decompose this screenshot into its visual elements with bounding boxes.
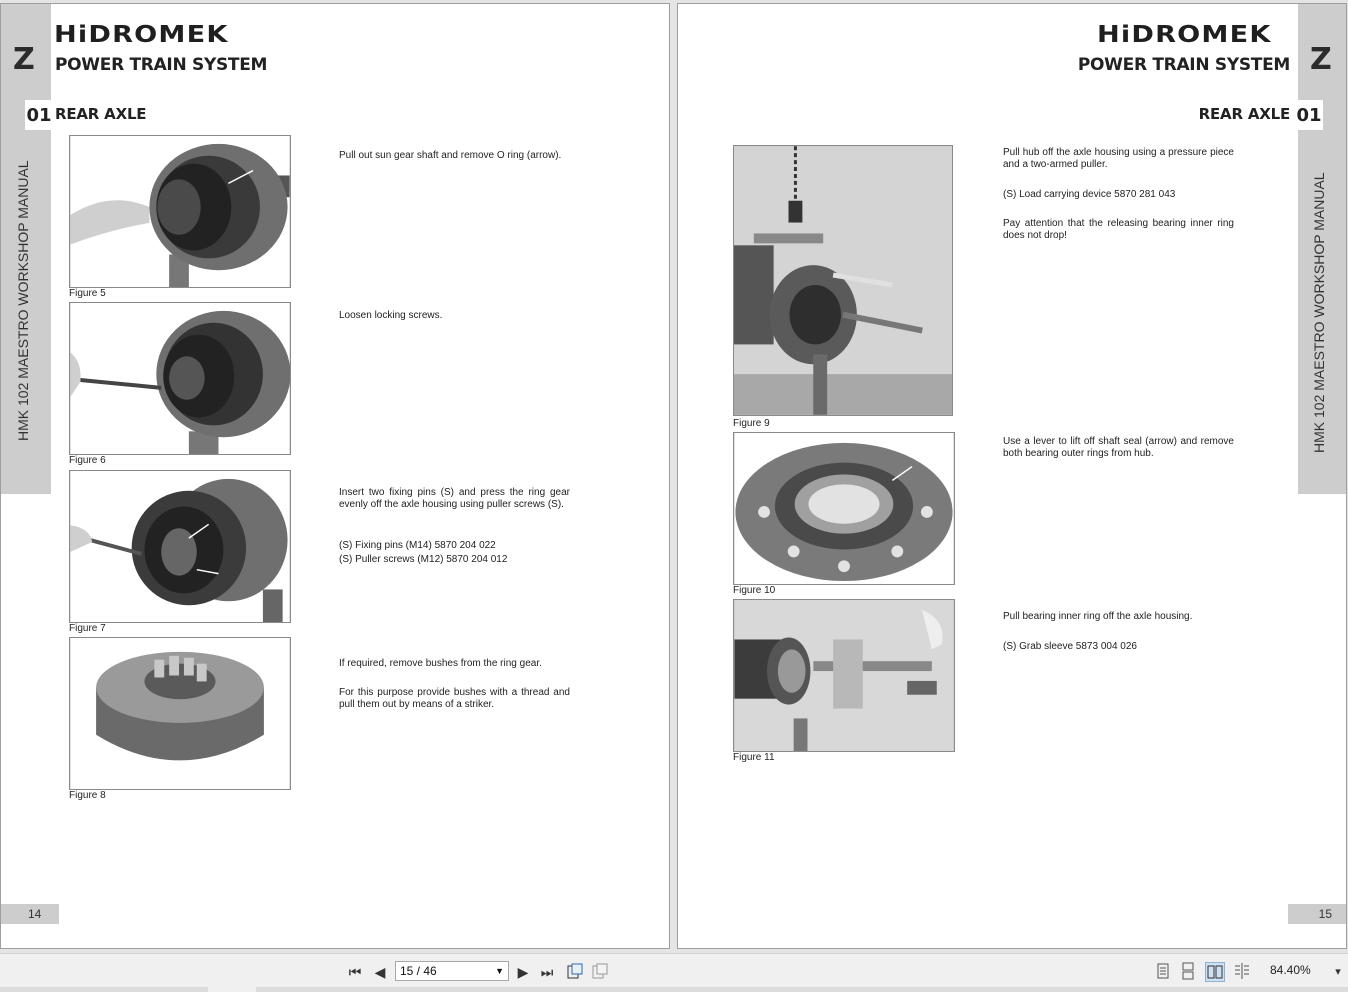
horizontal-scrollbar[interactable] xyxy=(0,987,1348,992)
figure-11-caption: Figure 11 xyxy=(733,752,775,763)
figure-6-photo xyxy=(69,302,291,455)
viewer-toolbar xyxy=(0,953,1348,992)
figure-6-caption: Figure 6 xyxy=(69,455,106,466)
figure-9-tool: (S) Load carrying device 5870 281 043 xyxy=(1003,189,1176,200)
chapter-number: 01 xyxy=(25,100,53,130)
fit-width-icon xyxy=(591,962,609,980)
previous-page-button[interactable]: ◀ xyxy=(374,964,386,980)
brand-logo: HiDROMEK xyxy=(54,22,229,48)
page-number-left: 14 xyxy=(1,904,59,924)
chapter-title: REAR AXLE xyxy=(55,105,147,123)
figure-7-caption: Figure 7 xyxy=(69,623,106,634)
figure-5-instruction: Pull out sun gear shaft and remove O ring (arrow). xyxy=(339,150,562,161)
fit-page-button[interactable] xyxy=(565,962,585,982)
figure-7-tool-1: (S) Fixing pins (M14) 5870 204 022 xyxy=(339,540,496,551)
figure-6-instruction: Loosen locking screws. xyxy=(339,310,443,321)
figure-7-photo xyxy=(69,470,291,623)
figure-10-photo xyxy=(733,432,955,585)
fit-page-icon xyxy=(566,962,584,980)
hub-photo-illustration xyxy=(70,471,290,622)
brand-logo: HiDROMEK xyxy=(1097,22,1272,48)
figure-11-tool: (S) Grab sleeve 5873 004 026 xyxy=(1003,641,1137,652)
next-page-button[interactable]: ▶ xyxy=(517,964,529,980)
figure-8-photo xyxy=(69,637,291,790)
figure-8-instruction-2: For this purpose provide bushes with a thread and pull them out by means of a striker. xyxy=(339,687,570,710)
manual-title-vertical: HMK 102 MAESTRO WORKSHOP MANUAL xyxy=(1311,172,1327,453)
page-number-right: 15 xyxy=(1288,904,1346,924)
ring-gear-illustration xyxy=(70,638,290,789)
figure-7-tool-2: (S) Puller screws (M12) 5870 204 012 xyxy=(339,554,508,565)
figure-9-caption: Figure 9 xyxy=(733,418,770,429)
figure-9-warning: Pay attention that the releasing bearing inner ring does not drop! xyxy=(1003,218,1234,241)
figure-8-instruction-1: If required, remove bushes from the ring gear. xyxy=(339,658,542,669)
left-page xyxy=(0,3,670,949)
figure-7-instruction: Insert two fixing pins (S) and press the ring gear evenly off the axle housing using puller screws (S). xyxy=(339,487,570,510)
single-page-icon xyxy=(1155,962,1171,980)
section-title: POWER TRAIN SYSTEM xyxy=(55,55,268,75)
chevron-down-icon: ▼ xyxy=(495,966,504,976)
page-number-select[interactable] xyxy=(395,961,509,981)
zoom-dropdown-button[interactable]: ▾ xyxy=(1335,966,1341,978)
figure-10-instruction: Use a lever to lift off shaft seal (arrow) and remove both bearing outer rings from hub. xyxy=(1003,436,1234,459)
two-page-continuous-button[interactable] xyxy=(1232,962,1252,982)
two-page-continuous-icon xyxy=(1234,962,1250,980)
hub-photo-illustration xyxy=(70,303,290,454)
continuous-page-icon xyxy=(1180,962,1196,980)
zoom-level[interactable]: 84.40% xyxy=(1270,963,1311,977)
bearing-puller-illustration xyxy=(734,600,954,751)
figure-11-photo xyxy=(733,599,955,752)
figure-5-photo xyxy=(69,135,291,288)
figure-9-instruction-1: Pull hub off the axle housing using a pressure piece and a two-armed puller. xyxy=(1003,147,1234,170)
hub-puller-illustration xyxy=(734,146,952,415)
manual-title-vertical: HMK 102 MAESTRO WORKSHOP MANUAL xyxy=(15,160,31,441)
page-indicator: 15 / 46 xyxy=(400,964,437,978)
last-page-button[interactable]: ⏭ xyxy=(540,964,554,980)
section-letter: Z xyxy=(1310,42,1332,77)
hub-photo-illustration xyxy=(70,136,290,287)
figure-5-caption: Figure 5 xyxy=(69,288,106,299)
single-page-view-button[interactable] xyxy=(1153,962,1173,982)
figure-11-instruction: Pull bearing inner ring off the axle housing. xyxy=(1003,611,1193,622)
figure-8-caption: Figure 8 xyxy=(69,790,106,801)
scrollbar-thumb[interactable] xyxy=(208,987,256,992)
right-page xyxy=(677,3,1347,949)
fit-width-button[interactable] xyxy=(590,962,610,982)
first-page-button[interactable]: ⏮ xyxy=(348,964,362,980)
hub-seal-illustration xyxy=(734,433,954,584)
two-page-view-button[interactable] xyxy=(1205,962,1225,982)
section-title: POWER TRAIN SYSTEM xyxy=(1077,55,1290,75)
figure-10-caption: Figure 10 xyxy=(733,585,776,596)
continuous-view-button[interactable] xyxy=(1178,962,1198,982)
two-page-icon xyxy=(1207,963,1223,981)
figure-9-photo xyxy=(733,145,953,416)
chapter-title: REAR AXLE xyxy=(1198,105,1290,123)
chapter-number: 01 xyxy=(1295,100,1323,130)
section-letter: Z xyxy=(13,42,35,77)
